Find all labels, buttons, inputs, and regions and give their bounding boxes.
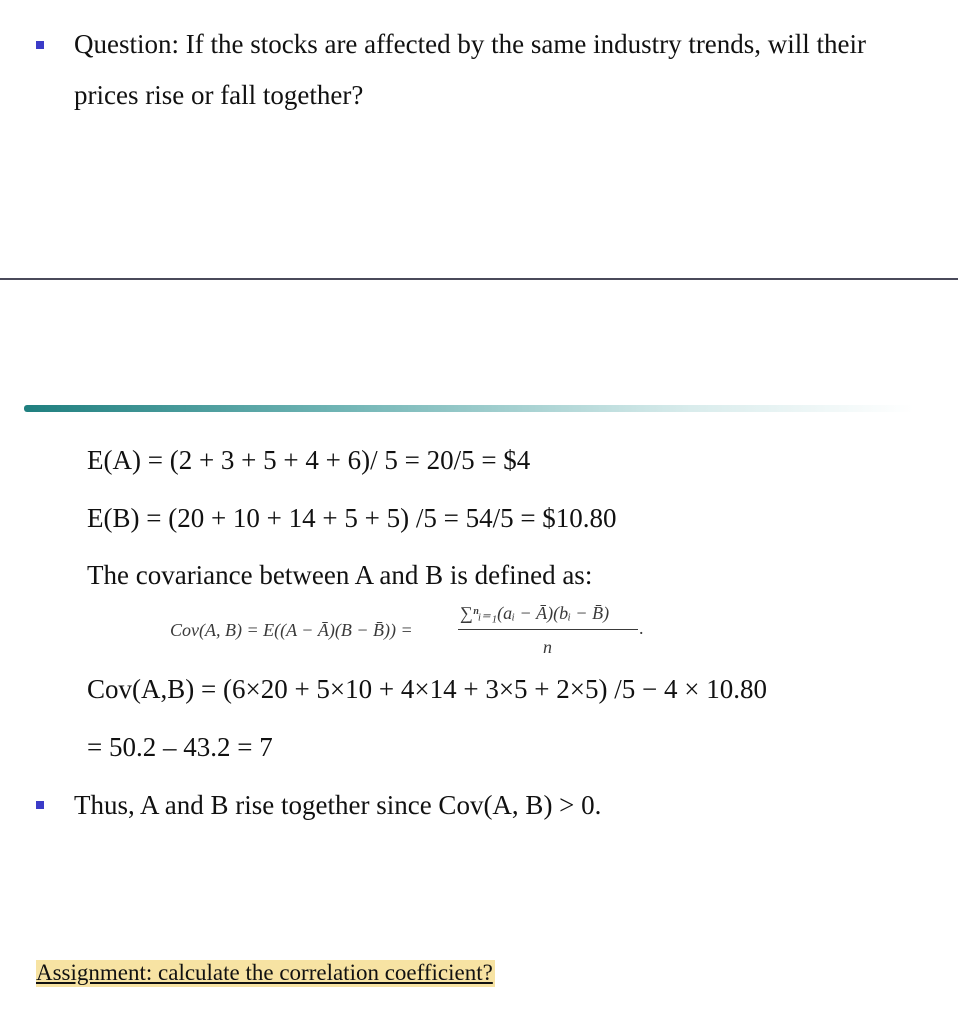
expected-value-b: E(B) = (20 + 10 + 14 + 5 + 5) /5 = 54/5 = $10.80: [87, 503, 617, 533]
expected-value-a: E(A) = (2 + 3 + 5 + 4 + 6)/ 5 = 20/5 = $4: [87, 445, 531, 475]
covariance-result: = 50.2 – 43.2 = 7: [87, 732, 273, 762]
formula-numerator: ∑ⁿᵢ₌₁(aᵢ − Ā)(bᵢ − B̄): [460, 603, 610, 623]
gradient-header-bar: [24, 405, 914, 412]
covariance-calculation: Cov(A,B) = (6×20 + 5×10 + 4×14 + 3×5 + 2×5) /5 − 4 × 10.80: [87, 674, 767, 704]
conclusion-text: Thus, A and B rise together since Cov(A, B) > 0.: [74, 790, 602, 820]
covariance-definition-text: The covariance between A and B is defined as:: [87, 560, 593, 590]
bullet-icon: [36, 801, 44, 809]
question-line-2: prices rise or fall together?: [74, 80, 364, 110]
bullet-icon: [36, 41, 44, 49]
question-line-1: Question: If the stocks are affected by the same industry trends, will their: [74, 29, 867, 59]
fraction-bar: [458, 629, 638, 630]
formula-denominator: n: [543, 637, 552, 657]
formula-lhs: Cov(A, B) = E((A − Ā)(B − B̄)) =: [170, 620, 413, 640]
formula-period: .: [639, 618, 644, 638]
assignment-text: Assignment: calculate the correlation coefficient?: [36, 960, 493, 985]
slide-divider: [0, 278, 958, 280]
